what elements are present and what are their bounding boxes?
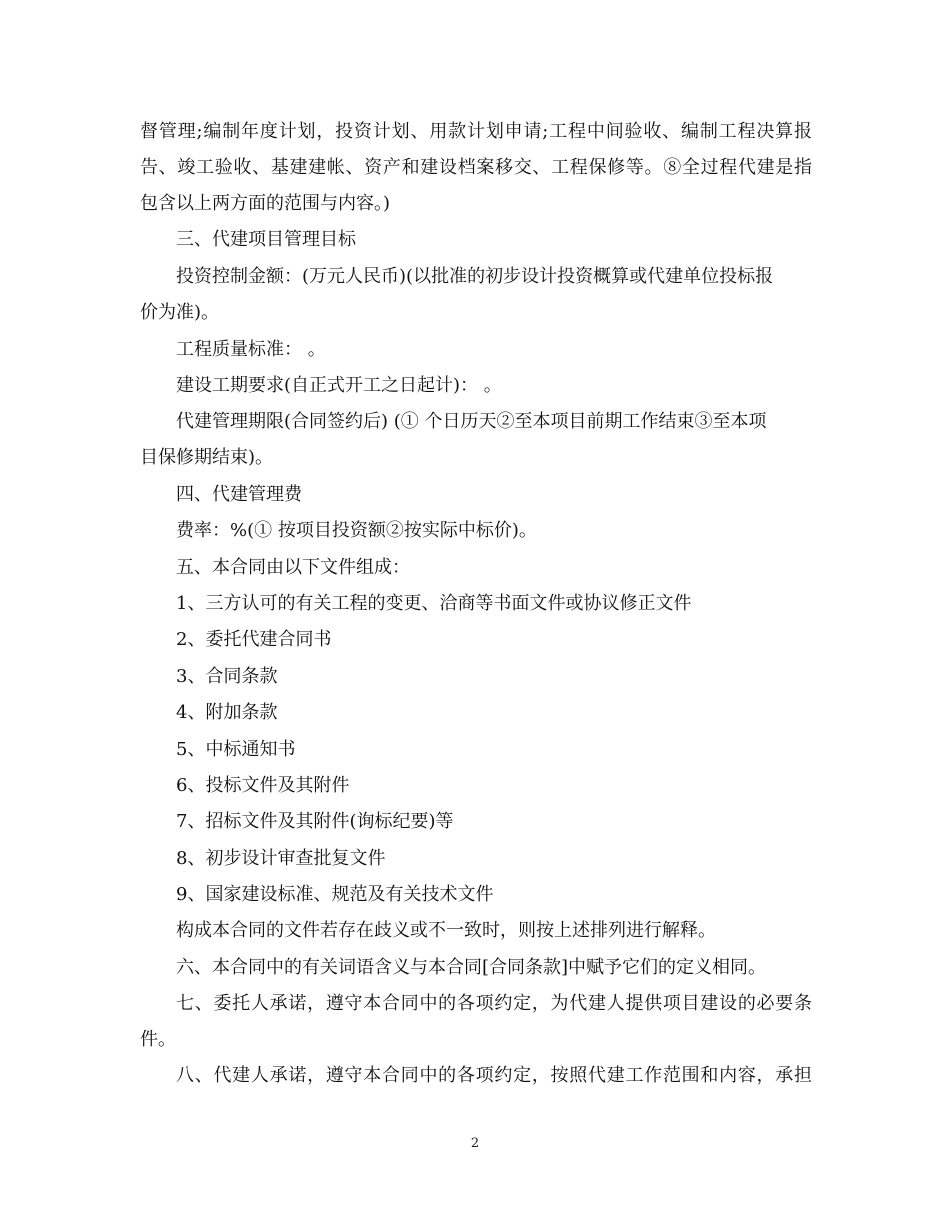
- text-line: 包含以上两方面的范围与内容。): [140, 193, 391, 214]
- list-item: 3、合同条款: [176, 666, 278, 687]
- list-item: 4、附加条款: [176, 702, 278, 723]
- section-heading: 四、代建管理费: [176, 484, 302, 505]
- text-line: 代建管理期限(合同签约后) (① 个日历天②至本项目前期工作结束③至本项: [176, 411, 767, 432]
- text-line: 目保修期结束)。: [140, 447, 274, 468]
- list-item: 7、招标文件及其附件(询标纪要)等: [176, 811, 454, 832]
- section-heading: 六、本合同中的有关词语含义与本合同[合同条款]中赋予它们的定义相同。: [176, 957, 767, 978]
- text-line: 工程质量标准： 。: [176, 339, 326, 360]
- section-heading: 五、本合同由以下文件组成：: [176, 557, 410, 578]
- text-line: 督管理;编制年度计划，投资计划、用款计划申请;工程中间验收、编制工程决算报: [140, 121, 812, 142]
- text-line: 告、竣工验收、基建建帐、资产和建设档案移交、工程保修等。⑧全过程代建是指: [140, 157, 812, 178]
- list-item: 8、初步设计审查批复文件: [176, 848, 386, 869]
- list-item: 6、投标文件及其附件: [176, 775, 350, 796]
- text-line: 构成本合同的文件若存在歧义或不一致时，则按上述排列进行解释。: [176, 920, 716, 941]
- text-line: 价为准)。: [140, 302, 220, 323]
- section-heading: 七、委托人承诺，遵守本合同中的各项约定，为代建人提供项目建设的必要条: [176, 993, 812, 1014]
- page-number: 2: [470, 1136, 480, 1151]
- text-line: 投资控制金额：(万元人民币)(以批准的初步设计投资概算或代建单位投标报: [176, 266, 774, 287]
- list-item: 9、国家建设标准、规范及有关技术文件: [176, 884, 494, 905]
- section-heading: 八、代建人承诺，遵守本合同中的各项约定，按照代建工作范围和内容，承担: [176, 1065, 812, 1086]
- list-item: 1、三方认可的有关工程的变更、洽商等书面文件或协议修正文件: [176, 593, 692, 614]
- text-line: 建设工期要求(自正式开工之日起计)： 。: [176, 375, 502, 396]
- list-item: 2、委托代建合同书: [176, 629, 332, 650]
- text-line: 件。: [140, 1029, 176, 1050]
- list-item: 5、中标通知书: [176, 739, 296, 760]
- text-line: 费率：%(① 按项目投资额②按实际中标价)。: [176, 520, 537, 541]
- section-heading: 三、代建项目管理目标: [176, 229, 356, 250]
